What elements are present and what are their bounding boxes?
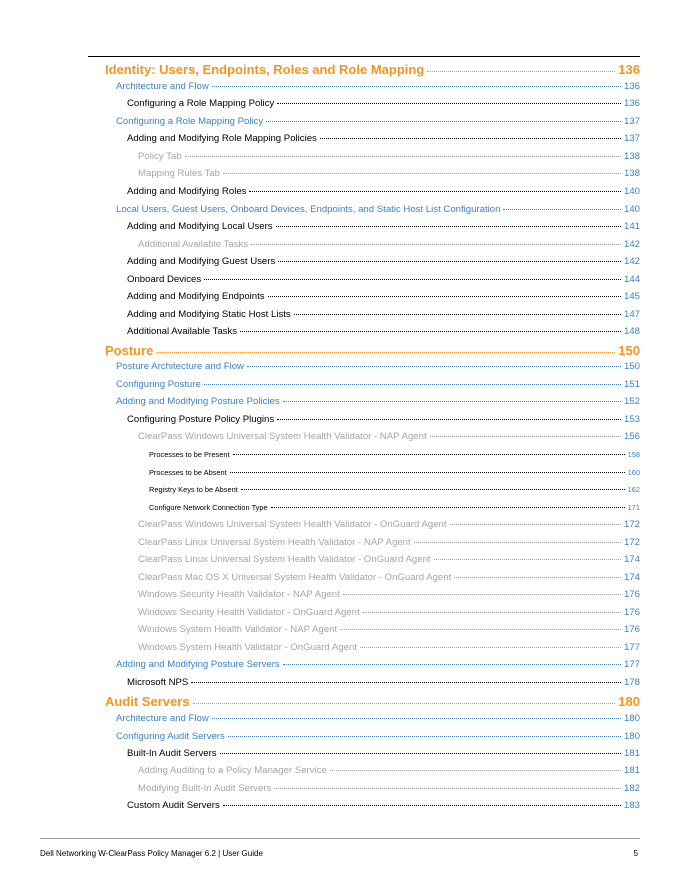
toc-entry-level-5[interactable] bbox=[149, 485, 640, 494]
toc-dot-leader bbox=[156, 351, 615, 353]
toc-dot-leader bbox=[274, 787, 621, 789]
toc-dot-leader bbox=[277, 418, 621, 420]
toc-dot-leader bbox=[193, 702, 616, 704]
toc-entry-page: 136 bbox=[623, 81, 640, 92]
header-rule bbox=[88, 56, 640, 57]
toc-entry-level-3[interactable] bbox=[127, 221, 640, 232]
toc-dot-leader bbox=[223, 172, 621, 174]
toc-entry-title: Adding and Modifying Static Host Lists bbox=[127, 309, 291, 320]
toc-entry-level-3[interactable] bbox=[127, 677, 640, 688]
toc-entry-page: 153 bbox=[623, 414, 640, 425]
toc-entry-level-2[interactable] bbox=[116, 379, 640, 390]
toc-entry-title: Windows Security Health Validator - OnGuard Agent bbox=[138, 607, 360, 618]
toc-entry-level-3[interactable] bbox=[127, 414, 640, 425]
toc-entry-title: Built-In Audit Servers bbox=[127, 748, 217, 759]
toc-entry-title: Configuring Posture Policy Plugins bbox=[127, 414, 275, 425]
toc-entry-page: 180 bbox=[618, 694, 640, 709]
toc-entry-page: 171 bbox=[627, 503, 640, 512]
toc-entry-title: Adding and Modifying Roles bbox=[127, 186, 247, 197]
toc-entry-level-4[interactable] bbox=[138, 431, 640, 442]
toc-entry-page: 183 bbox=[623, 800, 640, 811]
toc-entry-title: Processes to be Present bbox=[149, 450, 230, 459]
toc-entry-level-4[interactable] bbox=[138, 572, 640, 583]
toc-entry-level-3[interactable] bbox=[127, 256, 640, 267]
footer-page-number: 5 bbox=[633, 849, 638, 858]
toc-entry-level-2[interactable] bbox=[116, 204, 640, 215]
toc-entry-page: 144 bbox=[623, 274, 640, 285]
toc-entry-page: 147 bbox=[623, 309, 640, 320]
toc-entry-title: Modifying Built-In Audit Servers bbox=[138, 783, 272, 794]
toc-dot-leader bbox=[240, 330, 621, 332]
toc-entry-page: 142 bbox=[623, 239, 640, 250]
footer-rule bbox=[40, 838, 640, 839]
toc-dot-leader bbox=[223, 804, 621, 806]
toc-entry-title: ClearPass Linux Universal System Health Validator - OnGuard Agent bbox=[138, 554, 431, 565]
toc-entry-level-4[interactable] bbox=[138, 537, 640, 548]
toc-entry-level-4[interactable] bbox=[138, 554, 640, 565]
toc-entry-page: 176 bbox=[623, 589, 640, 600]
toc-dot-leader bbox=[241, 488, 625, 490]
toc-entry-level-4[interactable] bbox=[138, 239, 640, 250]
toc-dot-leader bbox=[294, 313, 621, 315]
toc-entry-title: Configuring Posture bbox=[116, 379, 201, 390]
toc-entry-level-4[interactable] bbox=[138, 783, 640, 794]
toc-entry-title: ClearPass Windows Universal System Health Validator - NAP Agent bbox=[138, 431, 427, 442]
toc-entry-page: 174 bbox=[623, 554, 640, 565]
toc-entry-page: 172 bbox=[623, 519, 640, 530]
toc-entry-title: Configure Network Connection Type bbox=[149, 503, 268, 512]
toc-entry-level-2[interactable] bbox=[116, 361, 640, 372]
toc-dot-leader bbox=[228, 735, 621, 737]
toc-dot-leader bbox=[414, 541, 621, 543]
toc-entry-title: Configuring a Role Mapping Policy bbox=[116, 116, 264, 127]
toc-dot-leader bbox=[276, 225, 621, 227]
toc-entry-level-2[interactable] bbox=[116, 81, 640, 92]
toc-entry-title: Identity: Users, Endpoints, Roles and Role Mapping bbox=[105, 62, 425, 77]
toc-dot-leader bbox=[450, 523, 621, 525]
toc-dot-leader bbox=[283, 400, 621, 402]
toc-entry-page: 181 bbox=[623, 748, 640, 759]
toc-entry-title: Architecture and Flow bbox=[116, 81, 209, 92]
toc-entry-page: 142 bbox=[623, 256, 640, 267]
toc-dot-leader bbox=[247, 365, 621, 367]
toc-entry-level-3[interactable] bbox=[127, 326, 640, 337]
toc-entry-page: 162 bbox=[627, 485, 640, 494]
toc-entry-page: 156 bbox=[623, 431, 640, 442]
toc-entry-page: 180 bbox=[623, 731, 640, 742]
toc-dot-leader bbox=[268, 295, 621, 297]
toc-dot-leader bbox=[230, 471, 625, 473]
toc-entry-title: Registry Keys to be Absent bbox=[149, 485, 238, 494]
toc-dot-leader bbox=[363, 611, 621, 613]
toc-entry-page: 160 bbox=[627, 468, 640, 477]
toc-entry-page: 176 bbox=[623, 607, 640, 618]
toc-entry-level-2[interactable] bbox=[116, 713, 640, 724]
toc-entry-title: Configuring a Role Mapping Policy bbox=[127, 98, 275, 109]
toc-dot-leader bbox=[343, 593, 621, 595]
toc-entry-level-1[interactable] bbox=[105, 343, 640, 358]
toc-entry-title: Adding and Modifying Guest Users bbox=[127, 256, 276, 267]
toc-entry-title: Local Users, Guest Users, Onboard Devices, Endpoints, and Static Host List Configuration bbox=[116, 204, 501, 215]
toc-dot-leader bbox=[249, 190, 621, 192]
toc-entry-page: 148 bbox=[623, 326, 640, 337]
toc-entry-level-4[interactable] bbox=[138, 624, 640, 635]
toc-entry-page: 136 bbox=[623, 98, 640, 109]
toc-entry-level-3[interactable] bbox=[127, 800, 640, 811]
toc-dot-leader bbox=[454, 576, 621, 578]
toc-entry-title: Processes to be Absent bbox=[149, 468, 227, 477]
toc-dot-leader bbox=[360, 646, 621, 648]
toc-entry-level-4[interactable] bbox=[138, 765, 640, 776]
toc-dot-leader bbox=[212, 85, 621, 87]
toc-entry-page: 176 bbox=[623, 624, 640, 635]
toc-entry-title: Adding and Modifying Posture Servers bbox=[116, 659, 280, 670]
toc-entry-title: Architecture and Flow bbox=[116, 713, 209, 724]
toc-entry-page: 172 bbox=[623, 537, 640, 548]
toc-entry-title: Additional Available Tasks bbox=[127, 326, 238, 337]
toc-entry-page: 152 bbox=[623, 396, 640, 407]
toc-entry-page: 150 bbox=[618, 343, 640, 358]
toc-entry-title: ClearPass Windows Universal System Health Validator - OnGuard Agent bbox=[138, 519, 447, 530]
toc-entry-title: ClearPass Mac OS X Universal System Health Validator - OnGuard Agent bbox=[138, 572, 452, 583]
toc-entry-title: Windows System Health Validator - NAP Agent bbox=[138, 624, 338, 635]
toc-entry-page: 140 bbox=[623, 204, 640, 215]
toc-entry-level-3[interactable] bbox=[127, 309, 640, 320]
footer-title: Dell Networking W-ClearPass Policy Manager 6.2 | User Guide bbox=[40, 849, 263, 858]
toc-entry-page: 177 bbox=[623, 659, 640, 670]
toc-entry-page: 177 bbox=[623, 642, 640, 653]
toc-entry-title: Windows System Health Validator - OnGuard Agent bbox=[138, 642, 357, 653]
toc-entry-page: 137 bbox=[623, 116, 640, 127]
toc-entry-level-2[interactable] bbox=[116, 659, 640, 670]
toc-entry-level-4[interactable] bbox=[138, 519, 640, 530]
toc-entry-page: 138 bbox=[623, 168, 640, 179]
toc-entry-page: 136 bbox=[618, 62, 640, 77]
toc-entry-page: 174 bbox=[623, 572, 640, 583]
toc-dot-leader bbox=[204, 278, 621, 280]
toc-dot-leader bbox=[191, 681, 621, 683]
toc-entry-title: Configuring Audit Servers bbox=[116, 731, 225, 742]
toc-entry-level-3[interactable] bbox=[127, 98, 640, 109]
toc-entry-title: ClearPass Linux Universal System Health Validator - NAP Agent bbox=[138, 537, 411, 548]
toc-dot-leader bbox=[503, 208, 621, 210]
toc-entry-level-3[interactable] bbox=[127, 748, 640, 759]
toc-entry-page: 138 bbox=[623, 151, 640, 162]
toc-entry-level-4[interactable] bbox=[138, 607, 640, 618]
toc-entry-title: Posture Architecture and Flow bbox=[116, 361, 244, 372]
toc-dot-leader bbox=[233, 453, 625, 455]
toc-dot-leader bbox=[185, 155, 621, 157]
toc-entry-title: Posture bbox=[105, 343, 154, 358]
toc-entry-title: Windows Security Health Validator - NAP Agent bbox=[138, 589, 340, 600]
toc-entry-title: Adding and Modifying Posture Policies bbox=[116, 396, 280, 407]
toc-dot-leader bbox=[278, 260, 621, 262]
toc-entry-page: 180 bbox=[623, 713, 640, 724]
toc-dot-leader bbox=[271, 506, 625, 508]
toc-entry-page: 145 bbox=[623, 291, 640, 302]
toc-entry-level-5[interactable] bbox=[149, 468, 640, 477]
toc-entry-level-3[interactable] bbox=[127, 274, 640, 285]
toc-entry-level-3[interactable] bbox=[127, 133, 640, 144]
toc-entry-level-1[interactable] bbox=[105, 62, 640, 77]
toc-dot-leader bbox=[277, 102, 621, 104]
toc-entry-page: 182 bbox=[623, 783, 640, 794]
toc-entry-level-2[interactable] bbox=[116, 731, 640, 742]
toc-dot-leader bbox=[430, 435, 621, 437]
toc-dot-leader bbox=[212, 717, 621, 719]
toc-entry-level-3[interactable] bbox=[127, 291, 640, 302]
toc-dot-leader bbox=[266, 120, 621, 122]
toc-entry-page: 141 bbox=[623, 221, 640, 232]
toc-dot-leader bbox=[340, 628, 621, 630]
toc-entry-level-4[interactable] bbox=[138, 642, 640, 653]
toc-entry-page: 140 bbox=[623, 186, 640, 197]
toc-dot-leader bbox=[330, 769, 621, 771]
toc-entry-title: Additional Available Tasks bbox=[138, 239, 249, 250]
toc-entry-level-5[interactable] bbox=[149, 503, 640, 512]
toc-entry-title: Audit Servers bbox=[105, 694, 190, 709]
toc-entry-title: Adding and Modifying Role Mapping Policies bbox=[127, 133, 317, 144]
toc-entry-level-4[interactable] bbox=[138, 168, 640, 179]
toc-entry-page: 137 bbox=[623, 133, 640, 144]
toc-entry-level-3[interactable] bbox=[127, 186, 640, 197]
toc-entry-level-2[interactable] bbox=[116, 116, 640, 127]
toc-entry-title: Adding Auditing to a Policy Manager Service bbox=[138, 765, 327, 776]
toc-entry-title: Adding and Modifying Endpoints bbox=[127, 291, 265, 302]
toc-entry-page: 150 bbox=[623, 361, 640, 372]
toc-entry-title: Mapping Rules Tab bbox=[138, 168, 220, 179]
toc-entry-level-5[interactable] bbox=[149, 450, 640, 459]
toc-entry-title: Adding and Modifying Local Users bbox=[127, 221, 273, 232]
toc-entry-title: Custom Audit Servers bbox=[127, 800, 220, 811]
toc-dot-leader bbox=[251, 243, 621, 245]
toc-entry-level-4[interactable] bbox=[138, 589, 640, 600]
toc-entry-page: 181 bbox=[623, 765, 640, 776]
toc-dot-leader bbox=[283, 663, 621, 665]
toc-entry-title: Policy Tab bbox=[138, 151, 182, 162]
toc-entry-title: Microsoft NPS bbox=[127, 677, 189, 688]
toc-entry-level-1[interactable] bbox=[105, 694, 640, 709]
toc-dot-leader bbox=[320, 137, 621, 139]
toc-entry-level-4[interactable] bbox=[138, 151, 640, 162]
toc-dot-leader bbox=[220, 752, 621, 754]
toc-entry-page: 158 bbox=[627, 450, 640, 459]
toc-entry-title: Onboard Devices bbox=[127, 274, 202, 285]
toc-entry-page: 151 bbox=[623, 379, 640, 390]
toc-entry-page: 178 bbox=[623, 677, 640, 688]
toc-dot-leader bbox=[434, 558, 621, 560]
toc-dot-leader bbox=[427, 70, 615, 72]
toc-entry-level-2[interactable] bbox=[116, 396, 640, 407]
toc-dot-leader bbox=[204, 383, 621, 385]
